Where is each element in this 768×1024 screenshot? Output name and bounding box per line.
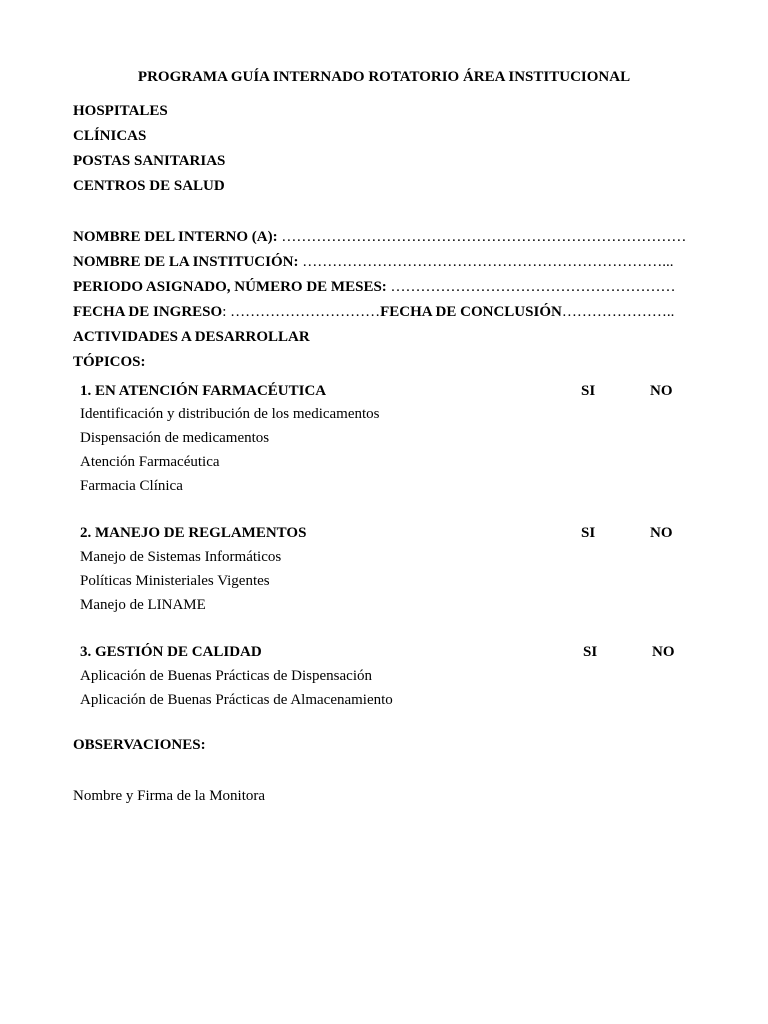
section-3-no-header: NO	[652, 644, 675, 660]
section-2-item: Políticas Ministeriales Vigentes	[80, 573, 270, 589]
end-date-label: FECHA DE CONCLUSIÓN	[380, 304, 562, 320]
institution-type-centros: CENTROS DE SALUD	[73, 178, 225, 194]
observations-label: OBSERVACIONES:	[73, 737, 206, 753]
start-date-colon: :	[222, 304, 227, 320]
section-1-title: 1. EN ATENCIÓN FARMACÉUTICA	[80, 383, 327, 399]
signature-label: Nombre y Firma de la Monitora	[73, 788, 266, 804]
period-dots: …………………………………………………	[390, 279, 676, 295]
activities-heading: ACTIVIDADES A DESARROLLAR	[73, 329, 310, 345]
intern-name-field[interactable]	[73, 227, 686, 247]
section-1-yes-header: SI	[581, 383, 596, 399]
start-date-label: FECHA DE INGRESO	[73, 304, 223, 320]
institution-name-label: NOMBRE DE LA INSTITUCIÓN:	[73, 254, 299, 270]
section-1-item: Farmacia Clínica	[80, 478, 183, 494]
section-2-title: 2. MANEJO DE REGLAMENTOS	[80, 525, 307, 541]
section-3-item: Aplicación de Buenas Prácticas de Dispensación	[80, 668, 372, 684]
section-1-item: Identificación y distribución de los medicamentos	[80, 406, 380, 422]
period-field[interactable]	[73, 277, 676, 297]
document-title: PROGRAMA GUÍA INTERNADO ROTATORIO ÁREA INSTITUCIONAL	[137, 69, 631, 85]
intern-name-dots: ………………………………………………………………………	[281, 229, 687, 245]
section-2-item: Manejo de Sistemas Informáticos	[80, 549, 282, 565]
section-3-title: 3. GESTIÓN DE CALIDAD	[80, 644, 262, 660]
institution-type-clinicas: CLÍNICAS	[73, 128, 147, 144]
start-date-dots: …………………………	[230, 304, 381, 320]
section-2-yes-header: SI	[581, 525, 596, 541]
institution-name-field[interactable]	[73, 252, 673, 272]
institution-type-postas: POSTAS SANITARIAS	[73, 153, 226, 169]
institution-name-dots: ………………………………………………………………...	[302, 254, 674, 270]
period-label: PERIODO ASIGNADO, NÚMERO DE MESES:	[73, 279, 387, 295]
section-3-yes-header: SI	[583, 644, 598, 660]
section-2-item: Manejo de LINAME	[80, 597, 206, 613]
institution-type-hospitales: HOSPITALES	[73, 103, 168, 119]
section-2-no-header: NO	[650, 525, 673, 541]
section-1-no-header: NO	[650, 383, 673, 399]
intern-name-label: NOMBRE DEL INTERNO (A):	[73, 229, 278, 245]
section-1-item: Atención Farmacéutica	[80, 454, 220, 470]
section-1-item: Dispensación de medicamentos	[80, 430, 270, 446]
topics-heading: TÓPICOS:	[73, 354, 146, 370]
dates-field[interactable]	[73, 302, 674, 322]
end-date-dots: …………………..	[561, 304, 675, 320]
section-3-item: Aplicación de Buenas Prácticas de Almacenamiento	[80, 692, 393, 708]
